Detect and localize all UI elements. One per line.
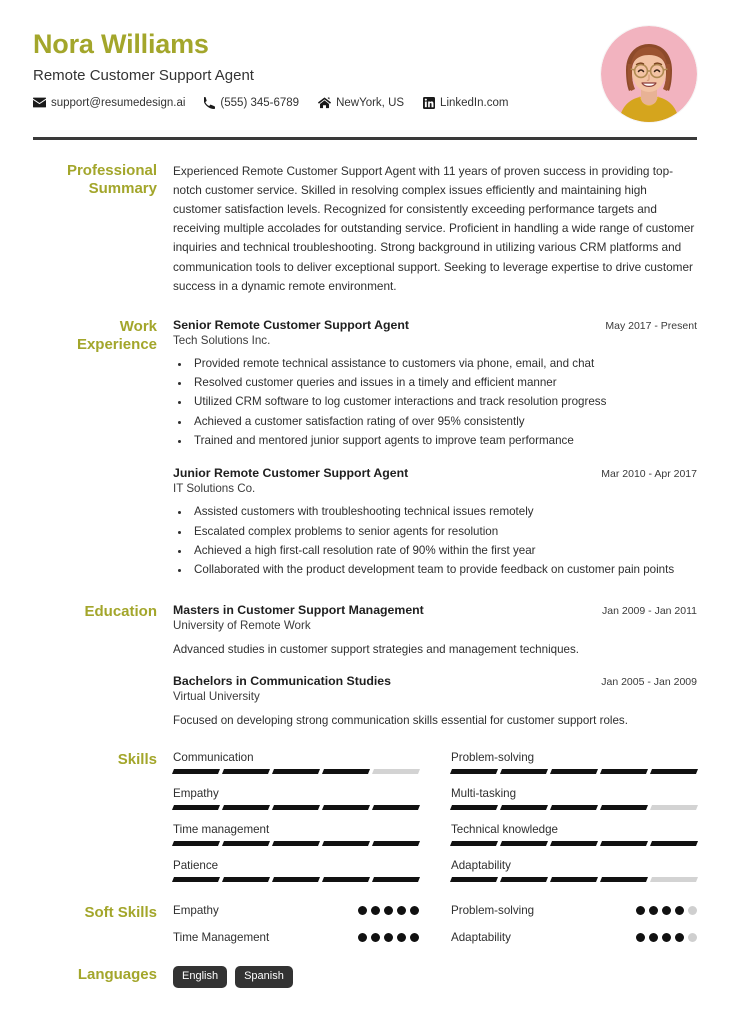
rating-dot <box>662 906 671 915</box>
skill-name: Problem-solving <box>451 751 535 765</box>
contact-location[interactable] <box>318 97 404 109</box>
section-soft-skills <box>25 904 705 944</box>
phone-icon <box>204 97 215 109</box>
soft-skill-name: Empathy <box>173 904 219 918</box>
skill-level-bar <box>173 805 419 810</box>
skill-name: Time management <box>173 823 270 837</box>
experience-date: May 2017 - Present <box>605 319 697 332</box>
experience-entry-header <box>173 466 697 480</box>
list-item: • Resolved customer queries and issues in a timely and efficient manner <box>191 374 697 392</box>
experience-body <box>173 318 697 581</box>
summary-heading-line1: Professional <box>66 162 157 179</box>
skills-grid <box>173 751 697 882</box>
skill-bar-segment <box>500 769 548 774</box>
skill-bar-segment <box>500 877 548 882</box>
skill-item <box>173 787 419 810</box>
section-skills <box>25 751 705 882</box>
soft-skill-item <box>451 904 697 917</box>
portrait-photo <box>601 26 697 122</box>
skill-level-bar <box>173 877 419 882</box>
rating-dot <box>649 933 658 942</box>
skill-bar-segment <box>600 841 648 846</box>
envelope-icon <box>33 97 46 108</box>
skill-bar-segment <box>650 877 698 882</box>
experience-entry-header <box>173 318 697 332</box>
skill-level-bar <box>451 877 697 882</box>
avatar <box>601 26 697 122</box>
rating-dot <box>371 906 380 915</box>
skill-bar-segment <box>600 769 648 774</box>
rating-dot <box>358 933 367 942</box>
experience-bullets <box>191 355 697 451</box>
contact-phone[interactable] <box>204 97 299 109</box>
section-heading-soft-skills: Soft Skills <box>84 904 157 922</box>
list-item: • Collaborated with the product development team to provide feedback on customer pain points <box>191 561 697 579</box>
education-degree: Masters in Customer Support Management <box>173 602 424 617</box>
rating-dot <box>384 933 393 942</box>
skill-bar-segment <box>272 877 320 882</box>
skill-name: Multi-tasking <box>451 787 517 801</box>
language-chip: Spanish <box>235 966 293 988</box>
rating-dot <box>662 933 671 942</box>
rating-dot <box>384 906 393 915</box>
contact-linkedin[interactable] <box>423 97 508 109</box>
rating-dot <box>636 906 645 915</box>
rating-dot <box>410 933 419 942</box>
list-item: • Achieved a high first-call resolution rate of 90% within the first year <box>191 542 697 560</box>
skill-bar-segment <box>222 805 270 810</box>
soft-skill-rating <box>636 906 697 915</box>
rating-dot <box>397 933 406 942</box>
list-item: • Escalated complex problems to senior agents for resolution <box>191 523 697 541</box>
education-entry <box>173 603 697 658</box>
section-education <box>25 603 705 730</box>
linkedin-icon <box>423 97 435 109</box>
rating-dot <box>410 906 419 915</box>
summary-body <box>173 162 697 296</box>
section-heading-education: Education <box>84 602 157 620</box>
languages-row <box>173 966 697 988</box>
skill-bar-segment <box>322 805 370 810</box>
skill-level-bar <box>451 769 697 774</box>
soft-skill-item <box>173 904 419 917</box>
page-title: Nora Williams <box>33 29 209 59</box>
list-item: • Trained and mentored junior support agents to improve team performance <box>191 432 697 450</box>
contact-linkedin-text: LinkedIn.com <box>440 96 509 109</box>
skill-bar-segment <box>172 877 220 882</box>
soft-skills-grid <box>173 904 697 944</box>
skill-item <box>451 787 697 810</box>
skill-level-bar <box>173 769 419 774</box>
section-languages <box>25 966 705 988</box>
section-heading-languages: Languages <box>77 966 157 984</box>
rating-dot <box>371 933 380 942</box>
skill-bar-segment <box>322 841 370 846</box>
soft-skill-name: Problem-solving <box>451 904 535 918</box>
skill-bar-segment <box>450 877 498 882</box>
soft-skills-body <box>173 904 697 944</box>
education-description: Advanced studies in customer support strategies and management techniques. <box>173 642 580 656</box>
skill-bar-segment <box>222 769 270 774</box>
soft-skill-rating <box>358 933 419 942</box>
experience-organization: Tech Solutions Inc. <box>173 333 271 347</box>
education-entry-header <box>173 603 697 617</box>
skill-bar-segment <box>650 769 698 774</box>
skill-bar-segment <box>322 769 370 774</box>
experience-role: Senior Remote Customer Support Agent <box>173 317 409 332</box>
rating-dot <box>688 906 697 915</box>
skills-body <box>173 751 697 882</box>
list-item: • Assisted customers with troubleshooting technical issues remotely <box>191 503 697 521</box>
education-date: Jan 2005 - Jan 2009 <box>601 675 697 688</box>
header-identity <box>33 26 508 109</box>
skill-bar-segment <box>272 805 320 810</box>
section-professional-summary <box>25 162 705 296</box>
skill-item <box>173 823 419 846</box>
experience-entry <box>173 466 697 579</box>
skill-level-bar <box>451 805 697 810</box>
contact-email[interactable] <box>33 97 185 109</box>
skill-bar-segment <box>272 769 320 774</box>
skill-item <box>173 859 419 882</box>
experience-entry <box>173 318 697 451</box>
education-school: Virtual University <box>173 689 260 703</box>
skill-bar-segment <box>650 841 698 846</box>
skill-name: Technical knowledge <box>451 823 558 837</box>
skill-level-bar <box>451 841 697 846</box>
skill-bar-segment <box>372 769 420 774</box>
skill-bar-segment <box>550 877 598 882</box>
soft-skill-rating <box>636 933 697 942</box>
list-item: • Utilized CRM software to log customer interactions and track resolution progress <box>191 393 697 411</box>
education-date: Jan 2009 - Jan 2011 <box>602 604 697 617</box>
experience-role: Junior Remote Customer Support Agent <box>173 466 409 481</box>
rating-dot <box>649 906 658 915</box>
skill-item <box>173 751 419 774</box>
skill-bar-segment <box>222 877 270 882</box>
header-divider <box>33 137 697 140</box>
skill-item <box>451 823 697 846</box>
skill-bar-segment <box>650 805 698 810</box>
soft-skill-name: Time Management <box>173 931 270 945</box>
soft-skill-item <box>451 931 697 944</box>
skill-bar-segment <box>550 841 598 846</box>
experience-date: Mar 2010 - Apr 2017 <box>601 468 697 481</box>
skill-name: Adaptability <box>451 859 511 873</box>
language-chip: English <box>173 966 227 988</box>
contact-email-text: support@resumedesign.ai <box>51 96 186 109</box>
experience-heading-line2: Experience <box>76 336 157 354</box>
contact-location-text: NewYork, US <box>336 96 405 109</box>
skill-bar-segment <box>272 841 320 846</box>
skill-bar-segment <box>600 877 648 882</box>
skill-bar-segment <box>450 841 498 846</box>
education-body <box>173 603 697 730</box>
section-work-experience <box>25 318 705 581</box>
list-item: • Achieved a customer satisfaction rating of over 95% consistently <box>191 413 697 431</box>
rating-dot <box>636 933 645 942</box>
experience-heading-line1: Work <box>119 317 157 335</box>
home-icon <box>318 97 331 109</box>
contact-phone-text: (555) 345-6789 <box>220 96 300 109</box>
rating-dot <box>675 906 684 915</box>
section-heading-experience <box>33 318 173 581</box>
skill-name: Communication <box>173 751 254 765</box>
skill-item <box>451 859 697 882</box>
experience-bullets <box>191 503 697 579</box>
languages-body <box>173 966 697 988</box>
skill-bar-segment <box>550 769 598 774</box>
section-heading-skills: Skills <box>117 751 157 769</box>
skill-bar-segment <box>172 805 220 810</box>
list-item: • Provided remote technical assistance to customers via phone, email, and chat <box>191 355 697 373</box>
soft-skill-rating <box>358 906 419 915</box>
section-heading-summary <box>33 162 173 296</box>
soft-skill-name: Adaptability <box>451 931 511 945</box>
education-entry-header <box>173 674 697 688</box>
skill-name: Patience <box>173 859 219 873</box>
skill-bar-segment <box>372 877 420 882</box>
skill-bar-segment <box>372 805 420 810</box>
education-degree: Bachelors in Communication Studies <box>173 673 391 688</box>
job-title: Remote Customer Support Agent <box>33 66 254 84</box>
skill-bar-segment <box>500 841 548 846</box>
skill-item <box>451 751 697 774</box>
rating-dot <box>358 906 367 915</box>
skill-bar-segment <box>550 805 598 810</box>
experience-organization: IT Solutions Co. <box>173 482 256 496</box>
skill-bar-segment <box>450 805 498 810</box>
skill-bar-segment <box>500 805 548 810</box>
contact-row <box>33 97 508 109</box>
summary-text: Experienced Remote Customer Support Agent with 11 years of proven success in providing top-notch customer service. Skilled in resolving complex issues efficiently and maintaining high customer satisfaction levels. Recognized for consistently exceeding performance targets and receiving multiple accolades for outstanding service. Proficient in handling a wide range of customer inquiries and technical troubleshooting. Strong background in utilizing various CRM platforms and communication tools to deliver exceptional support. Seeking to leverage expertise to drive customer success in a dynamic remote environment. <box>173 164 695 293</box>
skill-bar-segment <box>450 769 498 774</box>
education-school: University of Remote Work <box>173 618 311 632</box>
skill-bar-segment <box>322 877 370 882</box>
education-entry <box>173 674 697 729</box>
skill-bar-segment <box>372 841 420 846</box>
skill-bar-segment <box>172 769 220 774</box>
skill-bar-segment <box>172 841 220 846</box>
resume-header <box>25 0 705 122</box>
soft-skill-item <box>173 931 419 944</box>
rating-dot <box>675 933 684 942</box>
skill-name: Empathy <box>173 787 219 801</box>
skill-level-bar <box>173 841 419 846</box>
skill-bar-segment <box>222 841 270 846</box>
rating-dot <box>688 933 697 942</box>
rating-dot <box>397 906 406 915</box>
education-description: Focused on developing strong communication skills essential for customer support roles. <box>173 713 628 727</box>
skill-bar-segment <box>600 805 648 810</box>
summary-heading-line2: Summary <box>88 180 157 198</box>
